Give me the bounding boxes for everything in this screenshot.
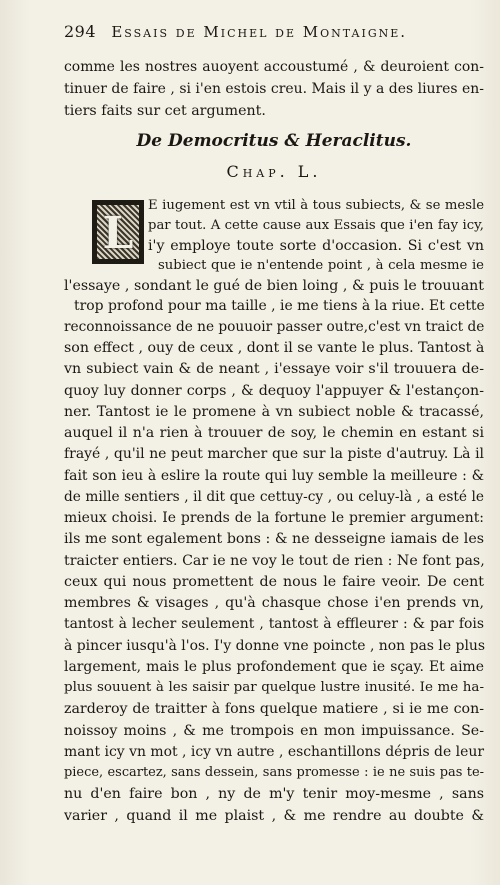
text-line: reconnoissance de ne pouuoir passer outre,c'est vn traict de [64, 319, 485, 335]
text-line: vn subiect vain & de neant , i'essaye voir s'il trouuera de- [64, 361, 484, 377]
text-line: tiers faits sur cet argument. [64, 103, 266, 119]
text-line: mant icy vn mot , icy vn autre , eschantillons dépris de leur [64, 744, 484, 760]
text-line: son effect , ouy de ceux , dont il se vante le plus. Tantost à [64, 340, 485, 356]
initial-letter: L [102, 208, 134, 259]
page-number: 294 [64, 22, 97, 41]
text-line: nu d'en faire bon , ny de m'y tenir moy-mesme , sans [64, 786, 484, 802]
text-line: ils me sont egalement bons : & ne desseigne iamais de les [64, 531, 484, 547]
text-line: piece, escartez, sans dessein, sans promesse : ie ne suis pas te- [64, 765, 484, 780]
text-line: subiect que ie n'entende point , à cela mesme ie [158, 258, 484, 273]
text-line: trop profond pour ma taille , ie me tiens à la riue. Et cette [74, 298, 485, 314]
text-line: comme les nostres auoyent accoustumé , & deuroient con- [64, 59, 484, 75]
text-line: de mille sentiers , il dit que cettuy-cy , ou celuy-là , a esté le [64, 489, 484, 505]
text-line: zarderoy de traitter à fons quelque matiere , si ie me con- [64, 701, 484, 717]
decorated-initial [92, 200, 144, 264]
running-title: Essais de Michel de Montaigne. [111, 23, 408, 41]
text-line: ceux qui nous promettent de nous le faire veoir. De cent [64, 574, 484, 590]
running-header [64, 22, 484, 46]
text-line: noissoy moins , & me trompois en mon impuissance. Se- [64, 723, 484, 739]
text-line: frayé , qu'il ne peut marcher que sur la piste d'autruy. Là il [64, 446, 484, 462]
text-line: largement, mais le plus profondement que ie sçay. Et aime [64, 659, 484, 675]
text-line: tinuer de faire , si i'en estois creu. Mais il y a des liures en- [64, 81, 484, 97]
text-line: varier , quand il me plaist , & me rendre au doubte & [64, 808, 484, 824]
text-line: quoy luy donner corps , & dequoy l'appuyer & l'estançon- [64, 383, 484, 399]
text-line: E iugement est vn vtil à tous subiects, & se mesle [148, 198, 484, 213]
text-line: par tout. A cette cause aux Essais que i'en fay icy, [148, 218, 484, 233]
text-line: tantost à lecher seulement , tantost à effleurer : & par fois [64, 616, 484, 632]
text-line: ner. Tantost ie le promene à vn subiect noble & tracassé, [64, 404, 484, 420]
text-line: fait son ieu à eslire la route qui luy semble la meilleure : & [64, 468, 484, 484]
text-line: membres & visages , qu'à chasque chose i'en prends vn, [64, 595, 484, 611]
chapter-title: De Democritus & Heraclitus. [136, 131, 412, 151]
text-line: à pincer iusqu'à l'os. I'y donne vne poincte , non pas le plus [64, 638, 486, 654]
text-line: traicter entiers. Car ie ne voy le tout de rien : Ne font pas, [64, 553, 485, 569]
text-line: l'essaye , sondant le gué de bien loing , & puis le trouuant [64, 278, 484, 294]
text-line: mieux choisi. Ie prends de la fortune le premier argument: [64, 510, 484, 526]
text-line: auquel il n'a rien à trouuer de soy, le chemin en estant si [64, 425, 484, 441]
text-line: i'y employe toute sorte d'occasion. Si c'est vn [148, 238, 484, 254]
chapter-number: Chap. L. [226, 162, 322, 181]
text-line: plus souuent à les saisir par quelque lustre inusité. Ie me ha- [64, 680, 484, 695]
